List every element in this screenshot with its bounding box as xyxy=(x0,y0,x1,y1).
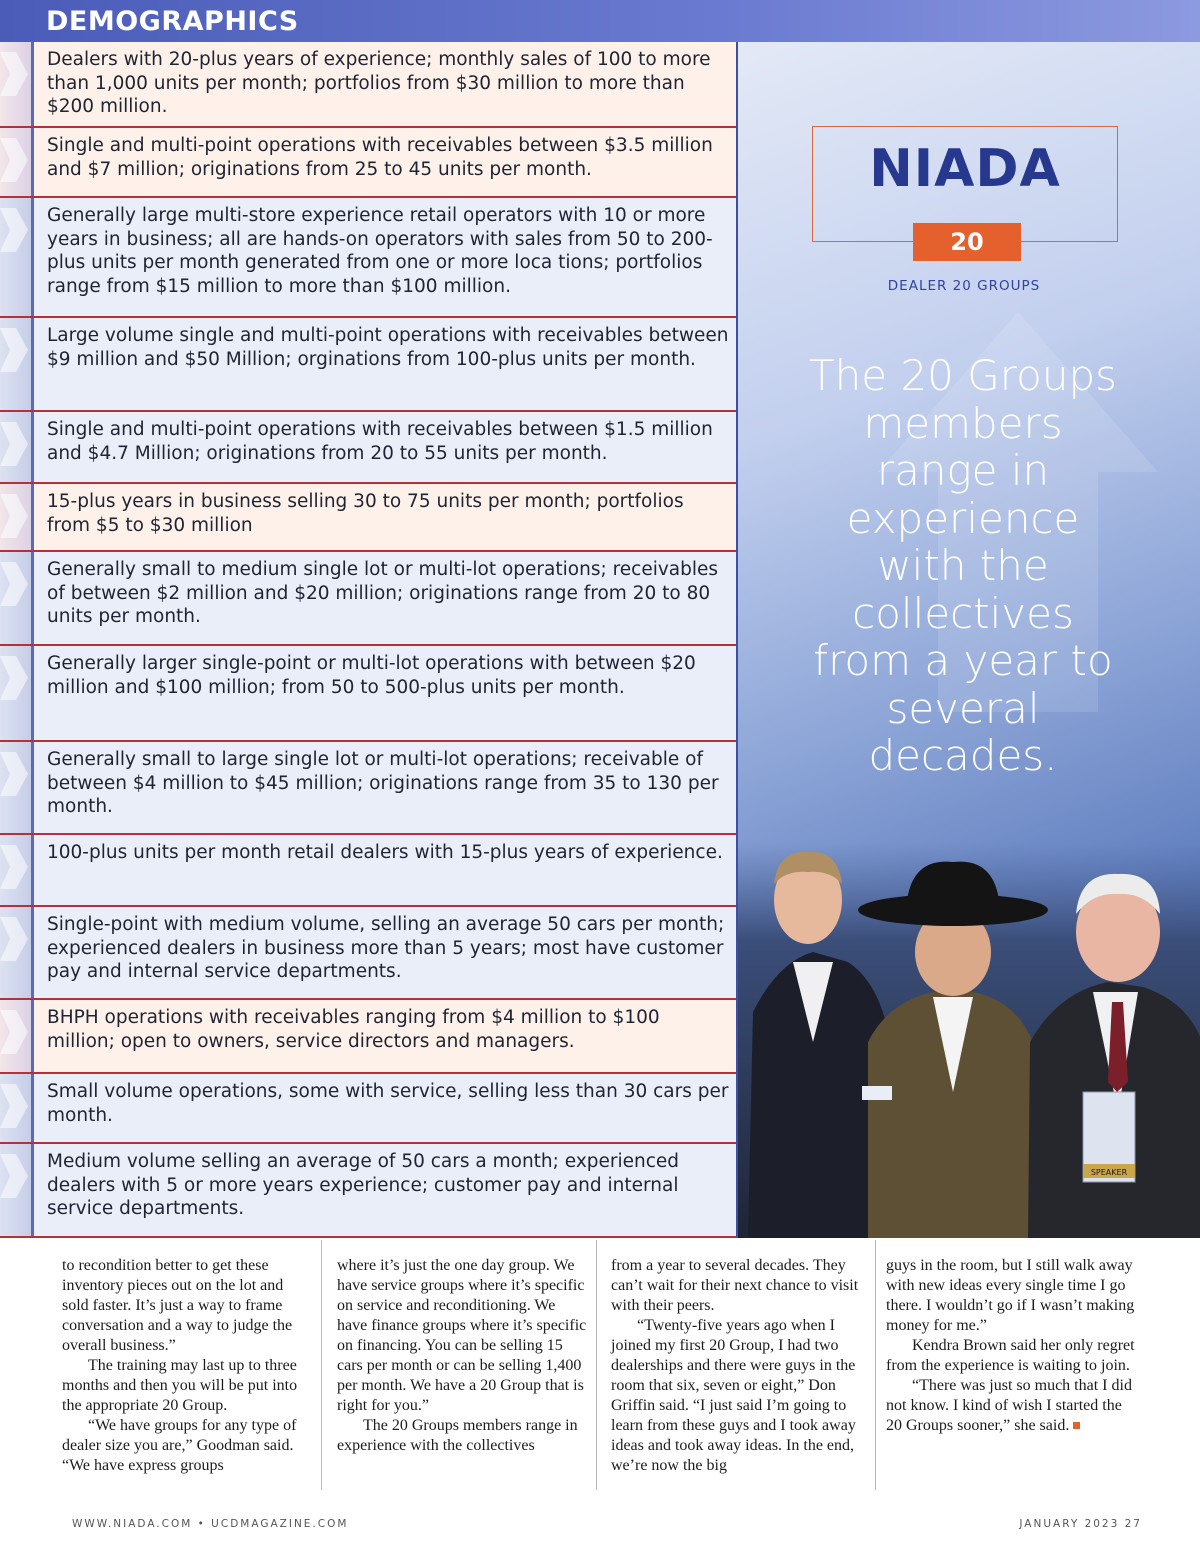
logo-text: NIADA xyxy=(869,139,1061,199)
row-arrow-icon xyxy=(0,198,34,316)
row-arrow-icon xyxy=(0,646,34,740)
column-divider xyxy=(596,1240,597,1490)
row-text: Generally small to large single lot or multi-lot operations; receivable of between $4 million to $45 million; originations range from 35 to 130 per month. xyxy=(47,749,719,818)
body-column-4 xyxy=(886,1256,1136,1436)
row-arrow-icon xyxy=(0,1000,34,1072)
row-arrow-icon xyxy=(0,128,34,196)
body-column-1 xyxy=(62,1256,312,1476)
row-text: BHPH operations with receivables ranging from $4 million to $100 million; open to owners, service directors and managers. xyxy=(47,1007,660,1052)
body-paragraph: guys in the room, but I still walk away with new ideas every single time I go there. I wouldn’t go if I wasn’t making money for me.” xyxy=(886,1257,1135,1334)
row-arrow-icon xyxy=(0,484,34,550)
speaker-badge-text: SPEAKER xyxy=(1090,1168,1128,1177)
photo-three-men xyxy=(738,842,1200,1238)
logo-badge: 20 xyxy=(913,223,1021,261)
table-row xyxy=(0,484,736,552)
row-text: Generally large multi-store experience retail operators with 10 or more years in business; all are hands-on operators with sales from 50 to 200-plus units per month generated from one or more loca tions; portfolios range from $15 million to more than $100 million. xyxy=(47,205,713,298)
row-arrow-icon xyxy=(0,742,34,833)
table-row xyxy=(0,318,736,412)
body-paragraph: where it’s just the one day group. We have service groups where it’s specific on service and reconditioning. We have finance groups where it’s specific on financing. You can be selling 15 cars per month or can be selling 1,400 per month. We have a 20 Group that is right for you.” xyxy=(337,1257,587,1414)
row-text: 15-plus years in business selling 30 to 75 units per month; portfolios from $5 to $30 million xyxy=(47,491,684,536)
pull-quote: The 20 Groups members range in experience with the collectives from a year to several decades. xyxy=(808,351,1117,780)
table-row xyxy=(0,646,736,742)
body-paragraph: Kendra Brown said her only regret from the experience is waiting to join. xyxy=(886,1337,1135,1374)
body-paragraph: The training may last up to three months and then you will be put into the appropriate 20 Group. xyxy=(62,1357,298,1414)
table-row xyxy=(0,1000,736,1074)
sidebar-panel xyxy=(736,42,1200,1238)
body-paragraph: “We have groups for any type of dealer size you are,” Goodman said. “We have express groups xyxy=(62,1417,297,1474)
body-paragraph: to recondition better to get these inventory pieces out on the lot and sold faster. It’s just a way to frame conversation and a way to judge the overall business.” xyxy=(62,1257,293,1354)
logo-subtitle: DEALER 20 GROUPS xyxy=(887,278,1041,294)
body-paragraph: from a year to several decades. They can’t wait for their next chance to visit with their peers. xyxy=(611,1257,859,1314)
table-row xyxy=(0,742,736,835)
row-text: Single and multi-point operations with receivables between $1.5 million and $4.7 Million; originations from 20 to 55 units per month. xyxy=(47,419,713,464)
table-row xyxy=(0,552,736,646)
row-arrow-icon xyxy=(0,907,34,998)
row-text: Generally larger single-point or multi-lot operations with between $20 million and $100 million; from 50 to 500-plus units per month. xyxy=(47,653,696,698)
table-row xyxy=(0,1074,736,1144)
body-paragraph: “Twenty-five years ago when I joined my first 20 Group, I had two dealerships and there were guys in the room that six, seven or eight,” Don Griffin said. “I just said I’m going to learn from these guys and I took away ideas and took away ideas. In the end, we’re now the big xyxy=(611,1317,856,1474)
row-arrow-icon xyxy=(0,1144,34,1236)
row-text: Single-point with medium volume, selling an average 50 cars per month; experienced dealers in business more than 5 years; most have customer pay and internal service departments. xyxy=(47,914,725,983)
end-mark-icon xyxy=(1073,1422,1080,1429)
header-bar xyxy=(0,0,1200,42)
footer-website: WWW.NIADA.COM • UCDMAGAZINE.COM xyxy=(72,1518,349,1530)
table-row xyxy=(0,128,736,198)
row-arrow-icon xyxy=(0,552,34,644)
row-arrow-icon xyxy=(0,42,34,126)
row-arrow-icon xyxy=(0,1074,34,1142)
section-title: DEMOGRAPHICS xyxy=(46,6,299,37)
body-paragraph: “There was just so much that I did not know. I kind of wish I started the 20 Groups sooner,” she said. xyxy=(886,1377,1132,1434)
row-text: Medium volume selling an average of 50 cars a month; experienced dealers with 5 or more years experience; customer pay and internal service departments. xyxy=(47,1151,680,1220)
row-arrow-icon xyxy=(0,412,34,482)
body-column-3 xyxy=(611,1256,861,1476)
row-text: Dealers with 20-plus years of experience; monthly sales of 100 to more than 1,000 units per month; portfolios from $30 million to more than $200 million. xyxy=(47,49,711,118)
body-paragraph: The 20 Groups members range in experience with the collectives xyxy=(337,1417,578,1454)
row-text: Small volume operations, some with service, selling less than 30 cars per month. xyxy=(47,1081,729,1126)
table-row xyxy=(0,198,736,318)
table-row xyxy=(0,835,736,907)
table-row xyxy=(0,907,736,1000)
demographics-table xyxy=(0,42,736,1238)
column-divider xyxy=(875,1240,876,1490)
column-divider xyxy=(321,1240,322,1490)
niada-logo xyxy=(812,126,1118,256)
body-column-2 xyxy=(337,1256,587,1456)
table-row xyxy=(0,412,736,484)
row-text: Large volume single and multi-point operations with receivables between $9 million and $50 Million; orginations from 100-plus units per month. xyxy=(47,325,729,370)
row-text: Generally small to medium single lot or multi-lot operations; receivables of between $2 million and $20 million; originations range from 20 to 80 units per month. xyxy=(47,559,719,628)
footer-date-page: JANUARY 2023 27 xyxy=(1019,1518,1142,1530)
row-text: 100-plus units per month retail dealers with 15-plus years of experience. xyxy=(47,842,723,863)
table-row xyxy=(0,1144,736,1238)
row-arrow-icon xyxy=(0,835,34,905)
row-arrow-icon xyxy=(0,318,34,410)
table-row xyxy=(0,42,736,128)
row-text: Single and multi-point operations with receivables between $3.5 million and $7 million; originations from 25 to 45 units per month. xyxy=(47,135,713,180)
